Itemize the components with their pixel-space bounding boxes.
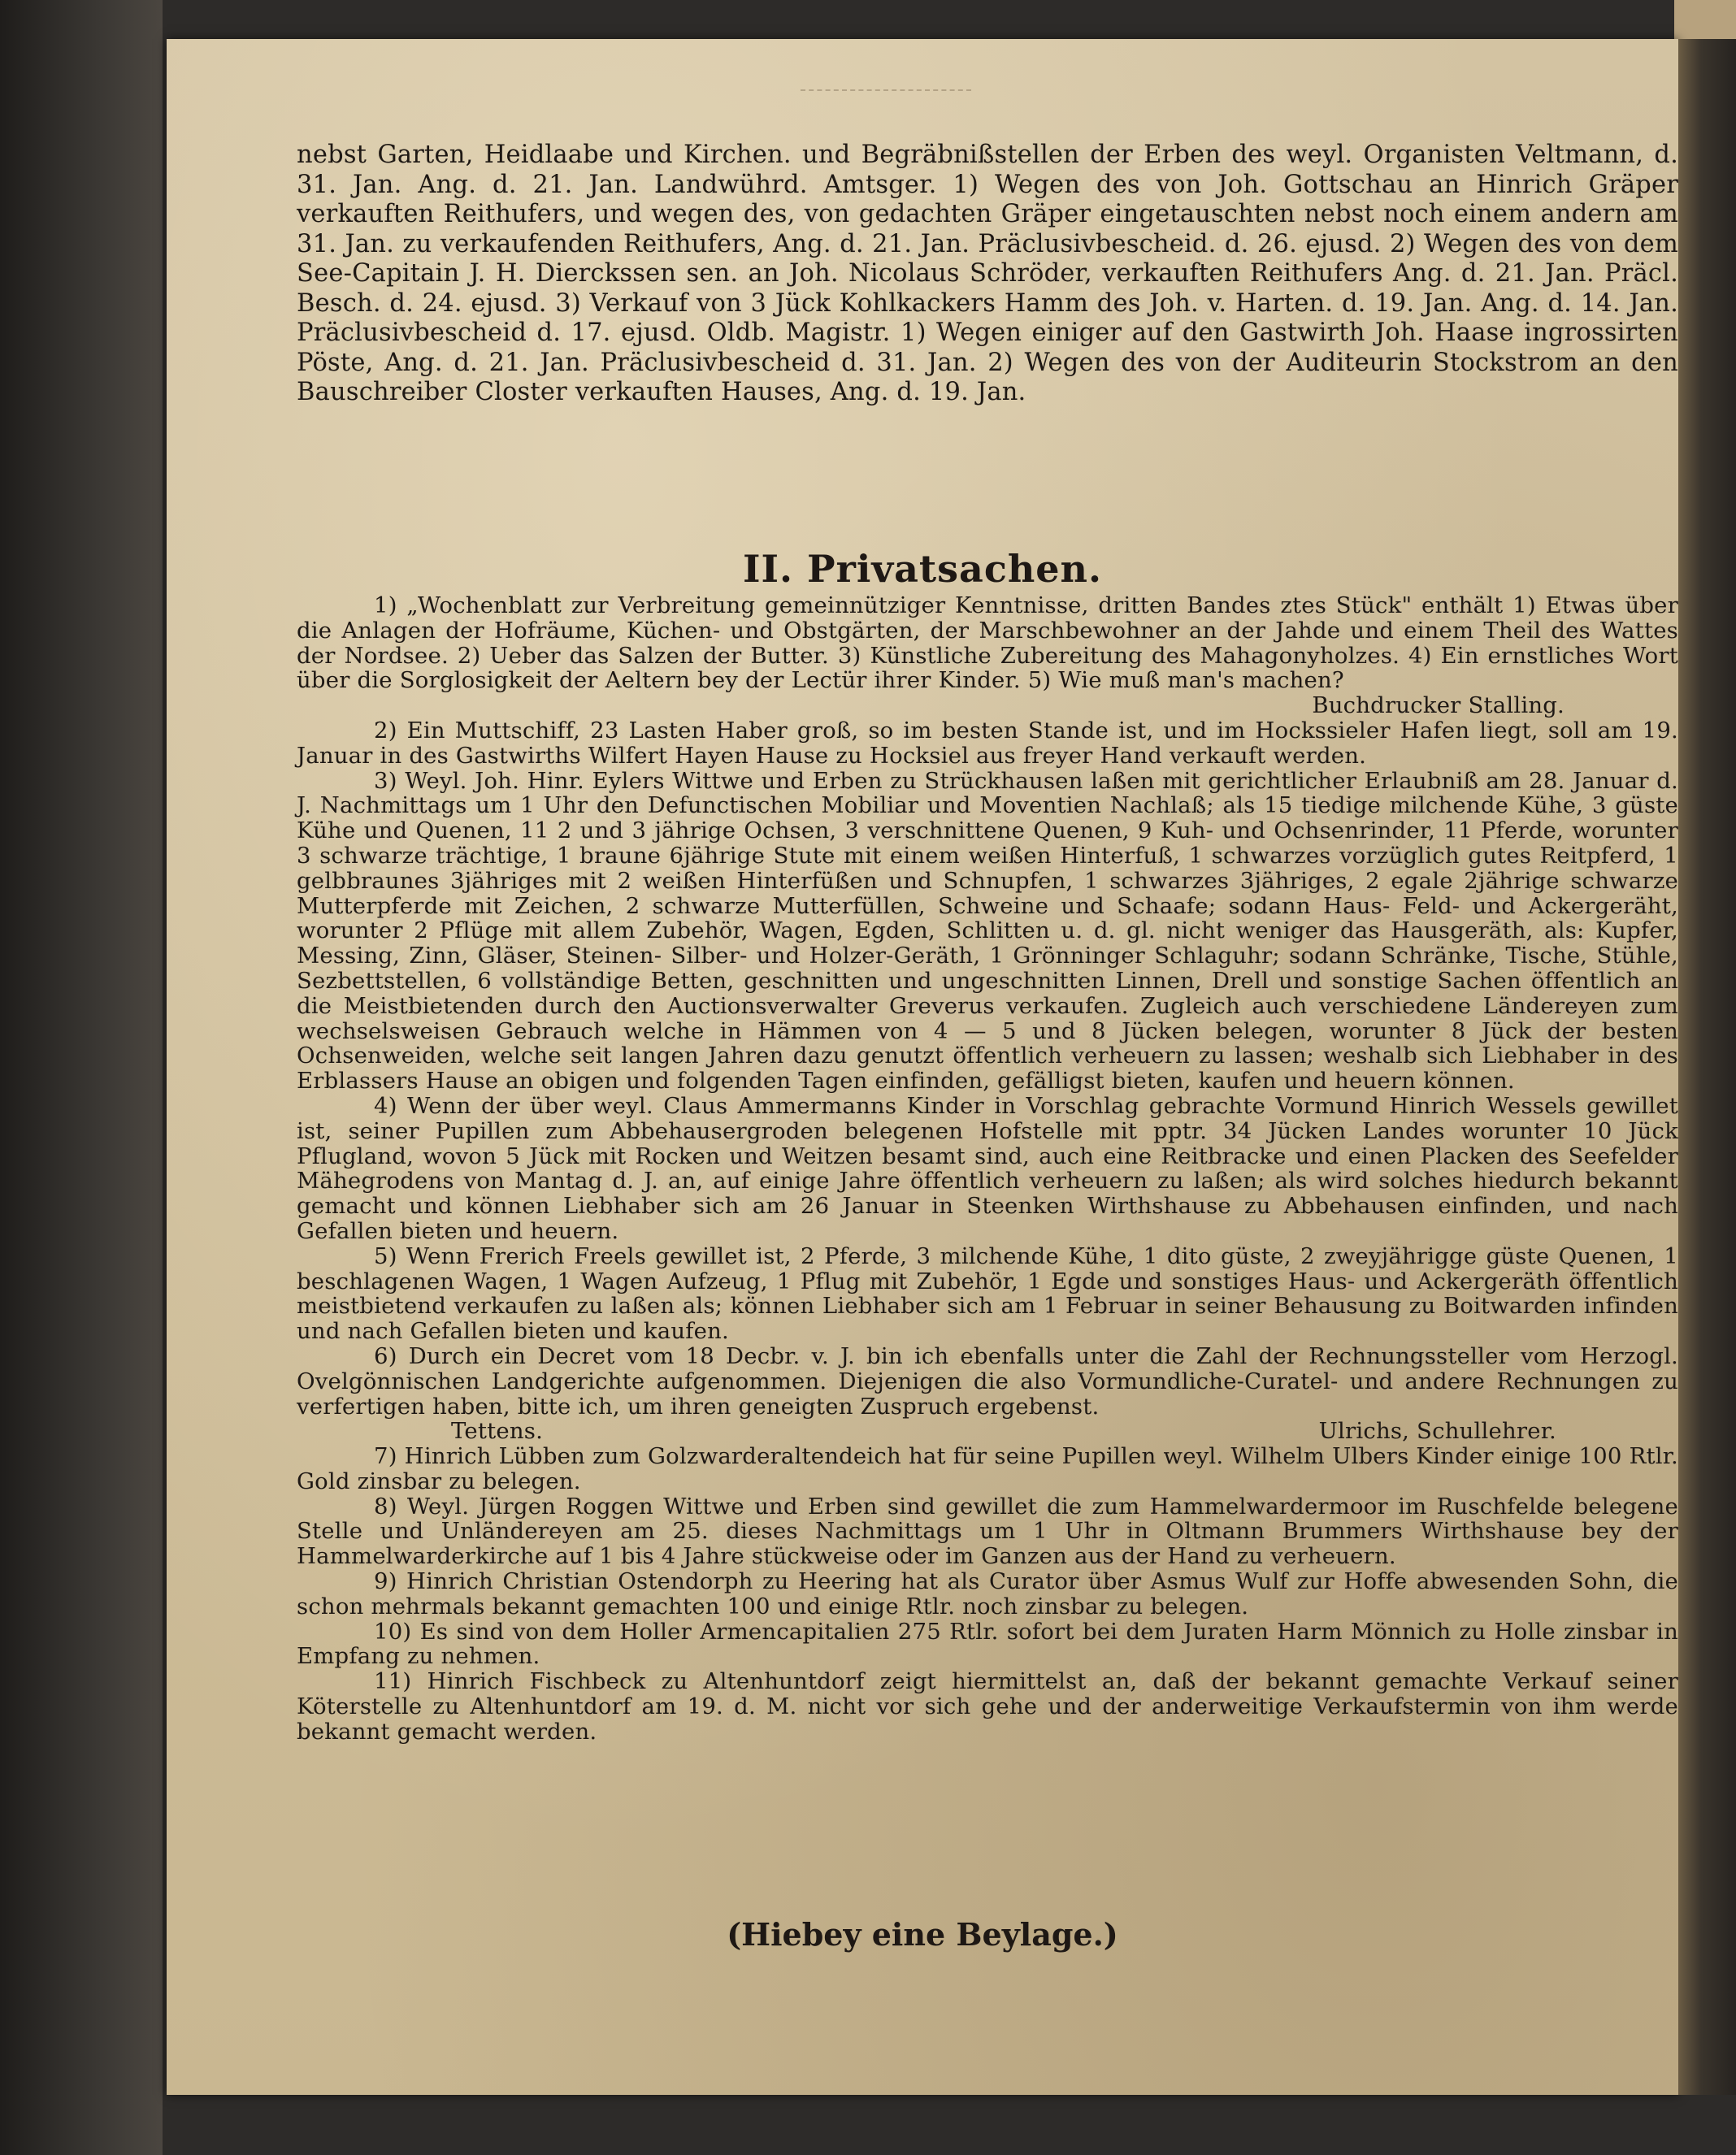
notice-5: 5) Wenn Frerich Freels gewillet ist, 2 Pferde, 3 milchende Kühe, 1 dito güste, 2 zweyjährigge güste Quenen, 1 beschlagenen Wagen, 1 Wagen Aufzeug, 1 Pflug mit Zubehör, 1 Egde und sonstiges Haus- und Ackergeräth öffentlich meistbietend verkaufen zu laßen als; können Liebhaber sich am 1 Februar in seiner Behausung zu Boitwarden infinden und nach Gefallen bieten und kaufen.: [297, 1242, 1678, 1345]
notice-7: 7) Hinrich Lübben zum Golzwarderaltendeich hat für seine Pupillen weyl. Wilhelm Ulbers Kinder einige 100 Rtlr. Gold zinsbar zu belegen.: [297, 1443, 1678, 1494]
notice-1: 1) „Wochenblatt zur Verbreitung gemeinnütziger Kenntnisse, dritten Bandes ztes Stück" enthält 1) Etwas über die Anlagen der Hofräume, Küchen- und Obstgärten, der Marschbewohner an der Jahde und einem Theil des Wattes der Nordsee. 2) Ueber das Salzen der Butter. 3) Künstliche Zubereitung des Mahagonyholzes. 4) Ein ernstliches Wort über die Sorglosigkeit der Aeltern bey der Lectür ihrer Kinder. 5) Wie muß man's machen?: [297, 592, 1678, 694]
supplement-note: (Hiebey eine Beylage.): [727, 1916, 1118, 1953]
notice-8: 8) Weyl. Jürgen Roggen Wittwe und Erben sind gewillet die zum Hammelwardermoor im Ruschfelde belegene Stelle und Unländereyen am 25. dieses Nachmittags um 1 Uhr in Oltmann Brummers Wirthshause bey der Hammelwarderkirche auf 1 bis 4 Jahre stückweise oder im Ganzen aus der Hand zu verheuern.: [297, 1493, 1678, 1570]
notice-1-signature-line: [297, 693, 1678, 718]
section-heading: II. Privatsachen.: [742, 547, 1103, 591]
notice-10: 10) Es sind von dem Holler Armencapitalien 275 Rtlr. sofort bei dem Juraten Harm Mönnich zu Holle zinsbar in Empfang zu nehmen.: [297, 1618, 1678, 1670]
notice-3: 3) Weyl. Joh. Hinr. Eylers Wittwe und Erben zu Strückhausen laßen mit gerichtlicher Erlaubniß am 28. Januar d. J. Nachmittags um 1 Uhr den Defunctischen Mobiliar und Moventien Nachlaß; als 15 tiedige milchende Kühe, 3 güste Kühe und Quenen, 11 2 und 3 jährige Ochsen, 3 verschnittene Quenen, 9 Kuh- und Ochsenrinder, 11 Pferde, worunter 3 schwarze trächtige, 1 braune 6jährige Stute mit einem weißen Hinterfuß, 1 schwarzes vorzüglich gutes Reitpferd, 1 gelbbraunes 3jähriges mit 2 weißen Hinterfüßen und Schnupfen, 1 schwarzes 3jähriges, 2 egale 2jährige schwarze Mutterpferde mit Zeichen, 2 schwarze Mutterfüllen, Schweine und Schaafe; sodann Haus- Feld- und Ackergeräht, worunter 2 Pflüge mit allem Zubehör, Wagen, Egden, Schlitten u. d. gl. nicht weniger das Hausgeräth, als: Kupfer, Messing, Zinn, Gläser, Steinen- Silber- und Holzer-Geräth, 1 Grönninger Schlaguhr; sodann Schränke, Tische, Stühle, Sezbettstellen, 6 vollständige Betten, geschnitten und ungeschnitten Linnen, Drell und sonstige Sachen öffentlich an die Meistbietenden durch den Auctionsverwalter Greverus verkaufen. Zugleich auch verschiedene Ländereyen zum wechselsweisen Gebrauch welche in Hämmen von 4 — 5 und 8 Jücken belegen, worunter 8 Jück der besten Ochsenweiden, welche seit langen Jahren dazu genutzt öffentlich verheuern zu lassen; weshalb sich Liebhaber in des Erblassers Hause an obigen und folgenden Tagen einfinden, gefälligst bieten, kaufen und heuern können.: [297, 767, 1678, 1095]
document-page: [167, 39, 1678, 2095]
notice-6-place: Tettens.: [451, 1418, 544, 1445]
notice-9: 9) Hinrich Christian Ostendorph zu Heering hat als Curator über Asmus Wulf zur Hoffe abwesenden Sohn, die schon mehrmals bekannt gemachten 100 und einige Rtlr. noch zinsbar zu belegen.: [297, 1568, 1678, 1620]
notice-4: 4) Wenn der über weyl. Claus Ammermanns Kinder in Vorschlag gebrachte Vormund Hinrich Wessels gewillet ist, seiner Pupillen zum Abbehausergroden belegenen Hofstelle mit pptr. 34 Jücken Landes worunter 10 Jück Pflugland, wovon 5 Jück mit Rocken und Weitzen besamt sind, auch eine Reitbracke und einen Placken des Seefelder Mähegrodens von Mantag d. J. an, auf einige Jahre öffentlich verheuern zu laßen; als wird solches hiedurch bekannt gemacht und können Liebhaber sich am 26 Januar in Steenken Wirthshause zu Abbehausen einfinden, und nach Gefallen bieten und heuern.: [297, 1092, 1678, 1244]
page-shadow-right: [1678, 39, 1736, 2095]
notice-6: 6) Durch ein Decret vom 18 Decbr. v. J. bin ich ebenfalls unter die Zahl der Rechnungssteller vom Herzogl. Ovelgönnischen Landgerichte aufgenommen. Diejenigen die also Vormundliche-Curatel- und andere Rechnungen zu verfertigen haben, bitte ich, um ihren geneigten Zuspruch ergebenst.: [297, 1342, 1678, 1420]
notice-2: 2) Ein Muttschiff, 23 Lasten Haber groß, so im besten Stande ist, und im Hockssieler Hafen liegt, soll am 19. Januar in des Gastwirths Wilfert Hayen Hause zu Hocksiel aus freyer Hand verkauft werden.: [297, 717, 1678, 769]
notice-6-signature-line: [297, 1419, 1678, 1444]
notice-1-signature: Buchdrucker Stalling.: [1312, 692, 1565, 719]
faint-ink-mark: [801, 89, 971, 96]
scan-background-left: [0, 0, 163, 2155]
notice-6-signature: Ulrichs, Schullehrer.: [1318, 1418, 1556, 1445]
top-paragraph: nebst Garten, Heidlaabe und Kirchen. und Begräbnißstellen der Erben des weyl. Organisten Veltmann, d. 31. Jan. Ang. d. 21. Jan. Landwührd. Amtsger. 1) Wegen des von Joh. Gottschau an Hinrich Gräper verkauften Reithufers, und wegen des, von gedachten Gräper eingetauschten nebst noch einem andern am 31. Jan. zu verkaufenden Reithufers, Ang. d. 21. Jan. Präclusivbescheid. d. 26. ejusd. 2) Wegen des von dem See-Capitain J. H. Dierckssen sen. an Joh. Nicolaus Schröder, verkauften Reithufers Ang. d. 21. Jan. Präcl. Besch. d. 24. ejusd. 3) Verkauf von 3 Jück Kohlkackers Hamm des Joh. v. Harten. d. 19. Jan. Ang. d. 14. Jan. Präclusivbescheid d. 17. ejusd. Oldb. Magistr. 1) Wegen einiger auf den Gastwirth Joh. Haase ingrossirten Pöste, Ang. d. 21. Jan. Präclusivbescheid d. 31. Jan. 2) Wegen des von der Auditeurin Stockstrom an den Bauschreiber Closter verkauften Hauses, Ang. d. 19. Jan.: [297, 141, 1678, 406]
notice-11: 11) Hinrich Fischbeck zu Altenhuntdorf zeigt hiermittelst an, daß der bekannt gemachte Verkauf seiner Köterstelle zu Altenhuntdorf am 19. d. M. nicht vor sich gehe und der anderweitige Verkaufstermin von ihm werde bekannt gemacht werden.: [297, 1668, 1678, 1745]
private-notices: [297, 593, 1678, 1745]
continuation-paragraph: [297, 141, 1678, 408]
